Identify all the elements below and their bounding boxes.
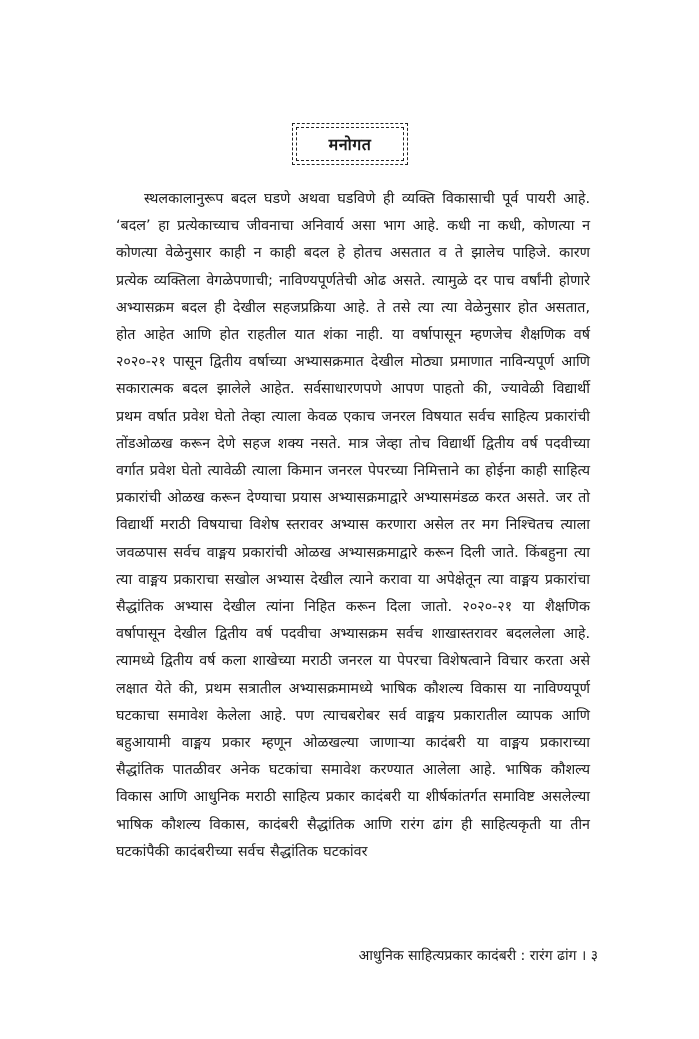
heading-frame <box>292 123 408 165</box>
preface-paragraph: स्थलकालानुरूप बदल घडणे अथवा घडविणे ही व्यक्ति विकासाची पूर्व पायरी आहे. ‘बदल’ हा प्रत्येकाच्याच जीवनाचा अनिवार्य असा भाग आहे. कधी ना कधी, कोणत्या न कोणत्या वेळेनुसार काही न काही बदल हे होतच असतात व ते झालेच पाहिजे. कारण प्रत्येक व्यक्तिला वेगळेपणाची; नाविण्यपूर्णतेची ओढ असते. त्यामुळे दर पाच वर्षांनी होणारे अभ्यासक्रम बदल ही देखील सहजप्रक्रिया आहे. ते तसे त्या त्या वेळेनुसार होत असतात, होत आहेत आणि होत राहतील यात शंका नाही. या वर्षापासून म्हणजेच शैक्षणिक वर्ष २०२०-२१ पासून द्वितीय वर्षाच्या अभ्यासक्रमात देखील मोठ्या प्रमाणात नाविन्यपूर्ण आणि सकारात्मक बदल झालेले आहेत. सर्वसाधारणपणे आपण पाहतो की, ज्यावेळी विद्यार्थी प्रथम वर्षात प्रवेश घेतो तेव्हा त्याला केवळ एकाच जनरल विषयात सर्वच साहित्य प्रकारांची तोंडओळख करून देणे सहज शक्य नसते. मात्र जेव्हा तोच विद्यार्थी द्वितीय वर्ष पदवीच्या वर्गात प्रवेश घेतो त्यावेळी त्याला किमान जनरल पेपरच्या निमित्ताने का होईना काही साहित्य प्रकारांची ओळख करून देण्याचा प्रयास अभ्यासक्रमाद्वारे अभ्यासमंडळ करत असते. जर तो विद्यार्थी मराठी विषयाचा विशेष स्तरावर अभ्यास करणारा असेल तर मग निश्चितच त्याला जवळपास सर्वच वाङ्मय प्रकारांची ओळख अभ्यासक्रमाद्वारे करून दिली जाते. किंबहुना त्या त्या वाङ्मय प्रकाराचा सखोल अभ्यास देखील त्याने करावा या अपेक्षेतून त्या वाङ्मय प्रकारांचा सैद्धांतिक अभ्यास देखील त्यांना निहित करून दिला जातो. २०२०-२१ या शैक्षणिक वर्षापासून देखील द्वितीय वर्ष पदवीचा अभ्यासक्रम सर्वच शाखास्तरावर बदललेला आहे. त्यामध्ये द्वितीय वर्ष कला शाखेच्या मराठी जनरल या पेपरचा विशेषत्वाने विचार करता असे लक्षात येते की, प्रथम सत्रातील अभ्यासक्रमामध्ये भाषिक कौशल्य विकास या नाविण्यपूर्ण घटकाचा समावेश केलेला आहे. पण त्याचबरोबर सर्व वाङ्मय प्रकारातील व्यापक आणि बहुआयामी वाङ्मय प्रकार म्हणून ओळखल्या जाणाऱ्या कादंबरी या वाङ्मय प्रकाराच्या सैद्धांतिक पातळीवर अनेक घटकांचा समावेश करण्यात आलेला आहे. भाषिक कौशल्य विकास आणि आधुनिक मराठी साहित्य प्रकार कादंबरी या शीर्षकांतर्गत समाविष्ट असलेल्या भाषिक कौशल्य विकास, कादंबरी सैद्धांतिक आणि रारंग ढांग ही साहित्यकृती या तीन घटकांपैकी कादंबरीच्या सर्वच सैद्धांतिक घटकांवर <box>116 191 590 860</box>
page-footer: आधुनिक साहित्यप्रकार कादंबरी : रारंग ढांग । ३ <box>358 948 598 964</box>
page-heading: मनोगत <box>296 127 404 161</box>
